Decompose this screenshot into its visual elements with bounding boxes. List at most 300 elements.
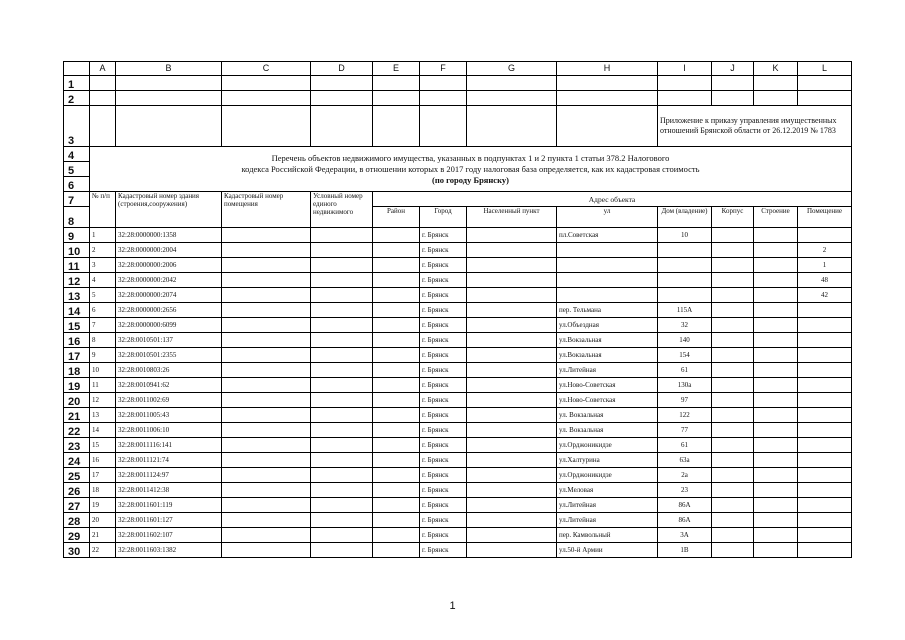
cell-street[interactable] bbox=[557, 273, 658, 288]
cell-city[interactable]: г. Брянск bbox=[420, 423, 467, 438]
cell-premises-cadastral[interactable] bbox=[222, 393, 311, 408]
cell-settlement[interactable] bbox=[467, 363, 557, 378]
cell-district[interactable] bbox=[373, 498, 420, 513]
cell-house[interactable] bbox=[658, 288, 712, 303]
cell-house[interactable]: 122 bbox=[658, 408, 712, 423]
row-number[interactable]: 16 bbox=[64, 333, 90, 348]
cell-city[interactable]: г. Брянск bbox=[420, 453, 467, 468]
cell-city[interactable]: г. Брянск bbox=[420, 543, 467, 558]
cell-street[interactable]: пер. Тельмана bbox=[557, 303, 658, 318]
cell-house[interactable]: 86А bbox=[658, 513, 712, 528]
cell-room[interactable] bbox=[798, 303, 852, 318]
cell-district[interactable] bbox=[373, 258, 420, 273]
cell-building-cadastral[interactable]: 32:28:0010501:2355 bbox=[116, 348, 222, 363]
cell-premises-cadastral[interactable] bbox=[222, 528, 311, 543]
cell-stroenie[interactable] bbox=[754, 483, 798, 498]
cell-room[interactable] bbox=[798, 228, 852, 243]
cell-korpus[interactable] bbox=[712, 333, 754, 348]
column-header-d[interactable]: D bbox=[311, 62, 373, 76]
cell-city[interactable]: г. Брянск bbox=[420, 408, 467, 423]
row-number[interactable]: 11 bbox=[64, 258, 90, 273]
cell-korpus[interactable] bbox=[712, 453, 754, 468]
cell-building-cadastral[interactable]: 32:28:0011603:1382 bbox=[116, 543, 222, 558]
cell-settlement[interactable] bbox=[467, 318, 557, 333]
cell-korpus[interactable] bbox=[712, 423, 754, 438]
cell-settlement[interactable] bbox=[467, 378, 557, 393]
cell-room[interactable] bbox=[798, 318, 852, 333]
cell-num[interactable]: 12 bbox=[90, 393, 116, 408]
cell-house[interactable]: 61 bbox=[658, 438, 712, 453]
cell-stroenie[interactable] bbox=[754, 543, 798, 558]
cell-stroenie[interactable] bbox=[754, 348, 798, 363]
cell-district[interactable] bbox=[373, 543, 420, 558]
row-number[interactable]: 6 bbox=[64, 177, 90, 192]
cell-district[interactable] bbox=[373, 438, 420, 453]
column-header-b[interactable]: B bbox=[116, 62, 222, 76]
cell-num[interactable]: 5 bbox=[90, 288, 116, 303]
row-number[interactable]: 9 bbox=[64, 228, 90, 243]
cell-korpus[interactable] bbox=[712, 498, 754, 513]
cell-house[interactable]: 32 bbox=[658, 318, 712, 333]
cell-premises-cadastral[interactable] bbox=[222, 258, 311, 273]
cell-stroenie[interactable] bbox=[754, 393, 798, 408]
row-number[interactable]: 1 bbox=[64, 76, 90, 91]
cell-korpus[interactable] bbox=[712, 288, 754, 303]
cell-num[interactable]: 2 bbox=[90, 243, 116, 258]
cell-num[interactable]: 14 bbox=[90, 423, 116, 438]
cell-num[interactable]: 13 bbox=[90, 408, 116, 423]
cell-stroenie[interactable] bbox=[754, 333, 798, 348]
cell-premises-cadastral[interactable] bbox=[222, 483, 311, 498]
cell-street[interactable]: ул.Вокзальная bbox=[557, 333, 658, 348]
cell-korpus[interactable] bbox=[712, 543, 754, 558]
cell-korpus[interactable] bbox=[712, 363, 754, 378]
cell-house[interactable]: 154 bbox=[658, 348, 712, 363]
cell-room[interactable] bbox=[798, 423, 852, 438]
cell-street[interactable]: ул.Вокзальная bbox=[557, 348, 658, 363]
cell-settlement[interactable] bbox=[467, 243, 557, 258]
cell-korpus[interactable] bbox=[712, 513, 754, 528]
cell-street[interactable]: ул.Орджоникидзе bbox=[557, 438, 658, 453]
cell-settlement[interactable] bbox=[467, 543, 557, 558]
cell-room[interactable]: 2 bbox=[798, 243, 852, 258]
cell-premises-cadastral[interactable] bbox=[222, 498, 311, 513]
cell-settlement[interactable] bbox=[467, 483, 557, 498]
cell-district[interactable] bbox=[373, 288, 420, 303]
row-number[interactable]: 20 bbox=[64, 393, 90, 408]
cell-settlement[interactable] bbox=[467, 453, 557, 468]
cell-settlement[interactable] bbox=[467, 468, 557, 483]
cell-house[interactable]: 63а bbox=[658, 453, 712, 468]
cell-city[interactable]: г. Брянск bbox=[420, 438, 467, 453]
row-number[interactable]: 7 bbox=[64, 192, 90, 207]
cell-premises-cadastral[interactable] bbox=[222, 243, 311, 258]
cell-stroenie[interactable] bbox=[754, 258, 798, 273]
cell-stroenie[interactable] bbox=[754, 288, 798, 303]
row-number[interactable]: 8 bbox=[64, 207, 90, 228]
cell-settlement[interactable] bbox=[467, 528, 557, 543]
cell-building-cadastral[interactable]: 32:28:0000000:2006 bbox=[116, 258, 222, 273]
cell-conditional-number[interactable] bbox=[311, 423, 373, 438]
cell-conditional-number[interactable] bbox=[311, 543, 373, 558]
cell-conditional-number[interactable] bbox=[311, 408, 373, 423]
cell-city[interactable]: г. Брянск bbox=[420, 243, 467, 258]
cell-house[interactable]: 97 bbox=[658, 393, 712, 408]
cell-room[interactable] bbox=[798, 543, 852, 558]
cell-stroenie[interactable] bbox=[754, 498, 798, 513]
cell-building-cadastral[interactable]: 32:28:0011601:127 bbox=[116, 513, 222, 528]
cell-premises-cadastral[interactable] bbox=[222, 543, 311, 558]
cell-building-cadastral[interactable]: 32:28:0000000:2656 bbox=[116, 303, 222, 318]
cell-building-cadastral[interactable]: 32:28:0011116:141 bbox=[116, 438, 222, 453]
row-number[interactable]: 27 bbox=[64, 498, 90, 513]
cell-room[interactable] bbox=[798, 453, 852, 468]
row-number[interactable]: 22 bbox=[64, 423, 90, 438]
cell-house[interactable]: 140 bbox=[658, 333, 712, 348]
cell-house[interactable]: 23 bbox=[658, 483, 712, 498]
cell-street[interactable]: ул.Халтурина bbox=[557, 453, 658, 468]
row-number[interactable]: 12 bbox=[64, 273, 90, 288]
cell-city[interactable]: г. Брянск bbox=[420, 318, 467, 333]
cell-premises-cadastral[interactable] bbox=[222, 333, 311, 348]
cell-num[interactable]: 10 bbox=[90, 363, 116, 378]
cell-district[interactable] bbox=[373, 303, 420, 318]
cell-conditional-number[interactable] bbox=[311, 378, 373, 393]
cell-num[interactable]: 1 bbox=[90, 228, 116, 243]
cell-num[interactable]: 3 bbox=[90, 258, 116, 273]
cell-conditional-number[interactable] bbox=[311, 498, 373, 513]
row-number[interactable]: 23 bbox=[64, 438, 90, 453]
cell-conditional-number[interactable] bbox=[311, 348, 373, 363]
cell-city[interactable]: г. Брянск bbox=[420, 528, 467, 543]
cell-premises-cadastral[interactable] bbox=[222, 378, 311, 393]
row-number[interactable]: 25 bbox=[64, 468, 90, 483]
cell-premises-cadastral[interactable] bbox=[222, 453, 311, 468]
cell-num[interactable]: 11 bbox=[90, 378, 116, 393]
cell-street[interactable]: ул.Орджоникидзе bbox=[557, 468, 658, 483]
cell-district[interactable] bbox=[373, 483, 420, 498]
cell-building-cadastral[interactable]: 32:28:0011601:119 bbox=[116, 498, 222, 513]
cell-room[interactable] bbox=[798, 468, 852, 483]
cell-building-cadastral[interactable]: 32:28:0011002:69 bbox=[116, 393, 222, 408]
cell-room[interactable] bbox=[798, 378, 852, 393]
cell-korpus[interactable] bbox=[712, 378, 754, 393]
cell-city[interactable]: г. Брянск bbox=[420, 393, 467, 408]
cell-building-cadastral[interactable]: 32:28:0011006:10 bbox=[116, 423, 222, 438]
column-header-f[interactable]: F bbox=[420, 62, 467, 76]
cell-city[interactable]: г. Брянск bbox=[420, 348, 467, 363]
cell-house[interactable]: 77 bbox=[658, 423, 712, 438]
cell-room[interactable] bbox=[798, 528, 852, 543]
cell-district[interactable] bbox=[373, 228, 420, 243]
column-header-l[interactable]: L bbox=[798, 62, 852, 76]
cell-city[interactable]: г. Брянск bbox=[420, 258, 467, 273]
column-header-c[interactable]: C bbox=[222, 62, 311, 76]
cell-district[interactable] bbox=[373, 393, 420, 408]
cell-building-cadastral[interactable]: 32:28:0011121:74 bbox=[116, 453, 222, 468]
cell-settlement[interactable] bbox=[467, 438, 557, 453]
cell-house[interactable]: 115А bbox=[658, 303, 712, 318]
cell-conditional-number[interactable] bbox=[311, 393, 373, 408]
cell-conditional-number[interactable] bbox=[311, 483, 373, 498]
cell-building-cadastral[interactable]: 32:28:0000000:2004 bbox=[116, 243, 222, 258]
cell-premises-cadastral[interactable] bbox=[222, 438, 311, 453]
cell-stroenie[interactable] bbox=[754, 438, 798, 453]
cell-room[interactable] bbox=[798, 438, 852, 453]
column-header-h[interactable]: H bbox=[557, 62, 658, 76]
cell-city[interactable]: г. Брянск bbox=[420, 468, 467, 483]
row-number[interactable]: 24 bbox=[64, 453, 90, 468]
cell-house[interactable]: 61 bbox=[658, 363, 712, 378]
cell-street[interactable] bbox=[557, 258, 658, 273]
cell-district[interactable] bbox=[373, 468, 420, 483]
cell-street[interactable]: ул. Вокзальная bbox=[557, 408, 658, 423]
cell-building-cadastral[interactable]: 32:28:0000000:2042 bbox=[116, 273, 222, 288]
row-number[interactable]: 21 bbox=[64, 408, 90, 423]
cell-settlement[interactable] bbox=[467, 273, 557, 288]
cell-building-cadastral[interactable]: 32:28:0010941:62 bbox=[116, 378, 222, 393]
cell-premises-cadastral[interactable] bbox=[222, 468, 311, 483]
cell-stroenie[interactable] bbox=[754, 423, 798, 438]
cell-street[interactable]: ул. Вокзальная bbox=[557, 423, 658, 438]
cell-stroenie[interactable] bbox=[754, 513, 798, 528]
cell-house[interactable]: 130а bbox=[658, 378, 712, 393]
cell-room[interactable] bbox=[798, 393, 852, 408]
cell-korpus[interactable] bbox=[712, 318, 754, 333]
cell-num[interactable]: 18 bbox=[90, 483, 116, 498]
cell-room[interactable] bbox=[798, 333, 852, 348]
cell-house[interactable] bbox=[658, 243, 712, 258]
cell-settlement[interactable] bbox=[467, 513, 557, 528]
cell-building-cadastral[interactable]: 32:28:0011124:97 bbox=[116, 468, 222, 483]
row-number[interactable]: 18 bbox=[64, 363, 90, 378]
cell-num[interactable]: 15 bbox=[90, 438, 116, 453]
cell-korpus[interactable] bbox=[712, 348, 754, 363]
cell-street[interactable]: ул.Литейная bbox=[557, 513, 658, 528]
cell-conditional-number[interactable] bbox=[311, 228, 373, 243]
cell-premises-cadastral[interactable] bbox=[222, 273, 311, 288]
row-number[interactable]: 2 bbox=[64, 91, 90, 106]
row-number[interactable]: 14 bbox=[64, 303, 90, 318]
cell-building-cadastral[interactable]: 32:28:0011412:38 bbox=[116, 483, 222, 498]
cell-stroenie[interactable] bbox=[754, 378, 798, 393]
cell-district[interactable] bbox=[373, 378, 420, 393]
row-number[interactable]: 13 bbox=[64, 288, 90, 303]
cell-district[interactable] bbox=[373, 513, 420, 528]
row-number[interactable]: 26 bbox=[64, 483, 90, 498]
cell-korpus[interactable] bbox=[712, 393, 754, 408]
cell-house[interactable] bbox=[658, 258, 712, 273]
cell-conditional-number[interactable] bbox=[311, 243, 373, 258]
cell-district[interactable] bbox=[373, 408, 420, 423]
cell-street[interactable]: ул.Литейная bbox=[557, 363, 658, 378]
cell-house[interactable]: 2а bbox=[658, 468, 712, 483]
cell-room[interactable]: 42 bbox=[798, 288, 852, 303]
cell-room[interactable]: 1 bbox=[798, 258, 852, 273]
cell-street[interactable]: ул.Ново-Советская bbox=[557, 378, 658, 393]
cell-stroenie[interactable] bbox=[754, 408, 798, 423]
cell-district[interactable] bbox=[373, 363, 420, 378]
cell-city[interactable]: г. Брянск bbox=[420, 288, 467, 303]
cell-street[interactable]: ул.Ново-Советская bbox=[557, 393, 658, 408]
cell-premises-cadastral[interactable] bbox=[222, 303, 311, 318]
cell-city[interactable]: г. Брянск bbox=[420, 303, 467, 318]
cell-street[interactable]: ул.Литейная bbox=[557, 498, 658, 513]
cell-city[interactable]: г. Брянск bbox=[420, 228, 467, 243]
cell-premises-cadastral[interactable] bbox=[222, 288, 311, 303]
cell-stroenie[interactable] bbox=[754, 243, 798, 258]
cell-num[interactable]: 16 bbox=[90, 453, 116, 468]
cell-house[interactable]: 3А bbox=[658, 528, 712, 543]
cell-korpus[interactable] bbox=[712, 528, 754, 543]
cell-premises-cadastral[interactable] bbox=[222, 363, 311, 378]
cell-district[interactable] bbox=[373, 243, 420, 258]
column-header-e[interactable]: E bbox=[373, 62, 420, 76]
cell-num[interactable]: 19 bbox=[90, 498, 116, 513]
cell-premises-cadastral[interactable] bbox=[222, 423, 311, 438]
cell-building-cadastral[interactable]: 32:28:0000000:1358 bbox=[116, 228, 222, 243]
cell-room[interactable] bbox=[798, 408, 852, 423]
cell-building-cadastral[interactable]: 32:28:0000000:6099 bbox=[116, 318, 222, 333]
column-header-a[interactable]: A bbox=[90, 62, 116, 76]
cell-street[interactable]: ул.50-й Армии bbox=[557, 543, 658, 558]
cell-room[interactable]: 48 bbox=[798, 273, 852, 288]
cell-room[interactable] bbox=[798, 348, 852, 363]
cell-num[interactable]: 8 bbox=[90, 333, 116, 348]
cell-conditional-number[interactable] bbox=[311, 363, 373, 378]
cell-korpus[interactable] bbox=[712, 408, 754, 423]
cell-korpus[interactable] bbox=[712, 228, 754, 243]
cell-room[interactable] bbox=[798, 498, 852, 513]
cell-room[interactable] bbox=[798, 363, 852, 378]
cell-settlement[interactable] bbox=[467, 348, 557, 363]
cell-building-cadastral[interactable]: 32:28:0010501:137 bbox=[116, 333, 222, 348]
cell-city[interactable]: г. Брянск bbox=[420, 363, 467, 378]
cell-city[interactable]: г. Брянск bbox=[420, 483, 467, 498]
cell-room[interactable] bbox=[798, 513, 852, 528]
cell-building-cadastral[interactable]: 32:28:0011005:43 bbox=[116, 408, 222, 423]
cell-settlement[interactable] bbox=[467, 423, 557, 438]
cell-house[interactable]: 1В bbox=[658, 543, 712, 558]
cell-num[interactable]: 7 bbox=[90, 318, 116, 333]
cell-city[interactable]: г. Брянск bbox=[420, 333, 467, 348]
cell-conditional-number[interactable] bbox=[311, 513, 373, 528]
row-number[interactable]: 4 bbox=[64, 147, 90, 162]
cell-conditional-number[interactable] bbox=[311, 288, 373, 303]
cell-district[interactable] bbox=[373, 273, 420, 288]
row-number[interactable]: 28 bbox=[64, 513, 90, 528]
cell-stroenie[interactable] bbox=[754, 528, 798, 543]
cell-building-cadastral[interactable]: 32:28:0010803:26 bbox=[116, 363, 222, 378]
column-header-g[interactable]: G bbox=[467, 62, 557, 76]
cell-num[interactable]: 20 bbox=[90, 513, 116, 528]
cell-korpus[interactable] bbox=[712, 243, 754, 258]
column-header-j[interactable]: J bbox=[712, 62, 754, 76]
cell-house[interactable]: 10 bbox=[658, 228, 712, 243]
cell-num[interactable]: 6 bbox=[90, 303, 116, 318]
cell-korpus[interactable] bbox=[712, 438, 754, 453]
column-header-i[interactable]: I bbox=[658, 62, 712, 76]
cell-korpus[interactable] bbox=[712, 483, 754, 498]
cell-settlement[interactable] bbox=[467, 333, 557, 348]
cell-num[interactable]: 4 bbox=[90, 273, 116, 288]
row-number[interactable]: 5 bbox=[64, 162, 90, 177]
cell-city[interactable]: г. Брянск bbox=[420, 273, 467, 288]
cell-stroenie[interactable] bbox=[754, 273, 798, 288]
row-number[interactable]: 19 bbox=[64, 378, 90, 393]
cell-num[interactable]: 22 bbox=[90, 543, 116, 558]
cell-city[interactable]: г. Брянск bbox=[420, 378, 467, 393]
cell-num[interactable]: 9 bbox=[90, 348, 116, 363]
cell-premises-cadastral[interactable] bbox=[222, 513, 311, 528]
cell-settlement[interactable] bbox=[467, 498, 557, 513]
cell-korpus[interactable] bbox=[712, 303, 754, 318]
cell-house[interactable]: 86А bbox=[658, 498, 712, 513]
cell-stroenie[interactable] bbox=[754, 453, 798, 468]
cell-settlement[interactable] bbox=[467, 408, 557, 423]
cell-stroenie[interactable] bbox=[754, 468, 798, 483]
cell-stroenie[interactable] bbox=[754, 363, 798, 378]
cell-stroenie[interactable] bbox=[754, 228, 798, 243]
cell-korpus[interactable] bbox=[712, 273, 754, 288]
cell-settlement[interactable] bbox=[467, 393, 557, 408]
cell-street[interactable] bbox=[557, 243, 658, 258]
cell-premises-cadastral[interactable] bbox=[222, 228, 311, 243]
row-number[interactable]: 29 bbox=[64, 528, 90, 543]
cell-building-cadastral[interactable]: 32:28:0011602:107 bbox=[116, 528, 222, 543]
cell-street[interactable]: ул.Меловая bbox=[557, 483, 658, 498]
cell-conditional-number[interactable] bbox=[311, 453, 373, 468]
cell-num[interactable]: 21 bbox=[90, 528, 116, 543]
cell-conditional-number[interactable] bbox=[311, 468, 373, 483]
cell-conditional-number[interactable] bbox=[311, 438, 373, 453]
cell-city[interactable]: г. Брянск bbox=[420, 513, 467, 528]
cell-stroenie[interactable] bbox=[754, 303, 798, 318]
cell-settlement[interactable] bbox=[467, 258, 557, 273]
row-number[interactable]: 30 bbox=[64, 543, 90, 558]
cell-room[interactable] bbox=[798, 483, 852, 498]
cell-korpus[interactable] bbox=[712, 258, 754, 273]
cell-settlement[interactable] bbox=[467, 228, 557, 243]
cell-settlement[interactable] bbox=[467, 303, 557, 318]
cell-street[interactable]: пл.Советская bbox=[557, 228, 658, 243]
cell-district[interactable] bbox=[373, 348, 420, 363]
cell-conditional-number[interactable] bbox=[311, 273, 373, 288]
cell-district[interactable] bbox=[373, 528, 420, 543]
cell-street[interactable]: ул.Объездная bbox=[557, 318, 658, 333]
cell-num[interactable]: 17 bbox=[90, 468, 116, 483]
cell-conditional-number[interactable] bbox=[311, 333, 373, 348]
cell-house[interactable] bbox=[658, 273, 712, 288]
cell-conditional-number[interactable] bbox=[311, 258, 373, 273]
cell-street[interactable] bbox=[557, 288, 658, 303]
cell-premises-cadastral[interactable] bbox=[222, 408, 311, 423]
cell-conditional-number[interactable] bbox=[311, 318, 373, 333]
cell-conditional-number[interactable] bbox=[311, 303, 373, 318]
cell-district[interactable] bbox=[373, 453, 420, 468]
row-number[interactable]: 17 bbox=[64, 348, 90, 363]
cell-city[interactable]: г. Брянск bbox=[420, 498, 467, 513]
row-number[interactable]: 10 bbox=[64, 243, 90, 258]
cell-district[interactable] bbox=[373, 333, 420, 348]
cell-settlement[interactable] bbox=[467, 288, 557, 303]
cell-district[interactable] bbox=[373, 318, 420, 333]
cell-district[interactable] bbox=[373, 423, 420, 438]
cell-premises-cadastral[interactable] bbox=[222, 348, 311, 363]
row-number[interactable]: 15 bbox=[64, 318, 90, 333]
cell-premises-cadastral[interactable] bbox=[222, 318, 311, 333]
row-number[interactable]: 3 bbox=[64, 106, 90, 147]
